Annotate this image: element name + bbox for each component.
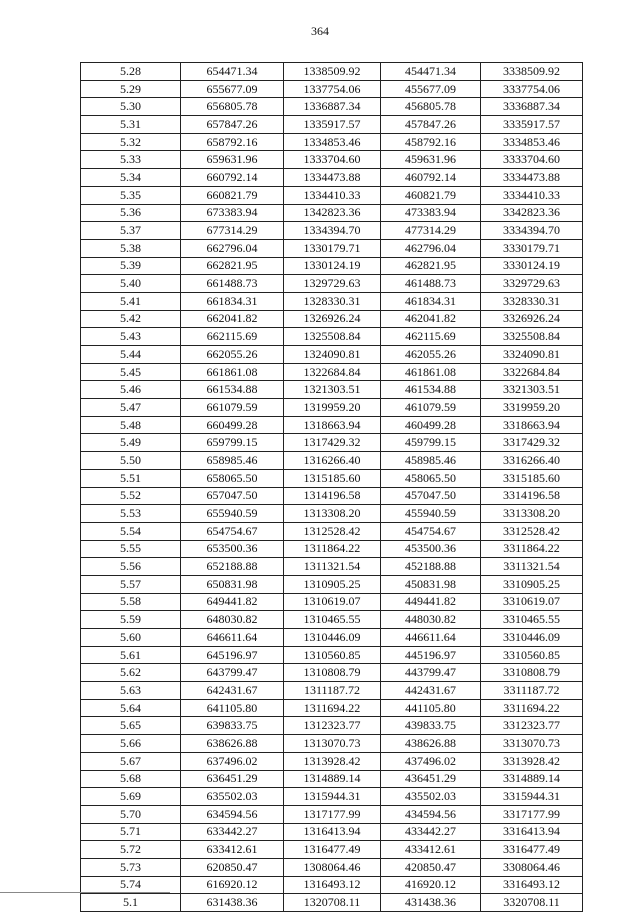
- x2-cell: 455940.59: [381, 505, 481, 523]
- y1-cell: 1336887.34: [284, 98, 381, 116]
- y1-cell: 1330124.19: [284, 257, 381, 275]
- x1-cell: 633442.27: [181, 823, 284, 841]
- x1-cell: 661488.73: [181, 275, 284, 293]
- table-row: [81, 575, 583, 593]
- point-id-cell: 5.54: [81, 522, 181, 540]
- y1-cell: 1342823.36: [284, 204, 381, 222]
- y1-cell: 1310619.07: [284, 593, 381, 611]
- point-id-cell: 5.37: [81, 222, 181, 240]
- x2-cell: 459799.15: [381, 434, 481, 452]
- x1-cell: 652188.88: [181, 558, 284, 576]
- x1-cell: 662055.26: [181, 346, 284, 364]
- table-row: [81, 328, 583, 346]
- y2-cell: 3337754.06: [481, 80, 583, 98]
- x1-cell: 639833.75: [181, 717, 284, 735]
- y1-cell: 1310446.09: [284, 629, 381, 647]
- y2-cell: 3313928.42: [481, 752, 583, 770]
- x2-cell: 433412.61: [381, 841, 481, 859]
- table-row: [81, 788, 583, 806]
- x1-cell: 637496.02: [181, 752, 284, 770]
- footnote-rule: [0, 892, 170, 893]
- x2-cell: 449441.82: [381, 593, 481, 611]
- x1-cell: 654471.34: [181, 63, 284, 81]
- point-id-cell: 5.56: [81, 558, 181, 576]
- point-id-cell: 5.44: [81, 346, 181, 364]
- point-id-cell: 5.33: [81, 151, 181, 169]
- x2-cell: 416920.12: [381, 876, 481, 894]
- x2-cell: 454754.67: [381, 522, 481, 540]
- x2-cell: 435502.03: [381, 788, 481, 806]
- y2-cell: 3310446.09: [481, 629, 583, 647]
- y1-cell: 1311694.22: [284, 699, 381, 717]
- y2-cell: 3326926.24: [481, 310, 583, 328]
- y1-cell: 1334473.88: [284, 169, 381, 187]
- x2-cell: 441105.80: [381, 699, 481, 717]
- y1-cell: 1311864.22: [284, 540, 381, 558]
- table-row: [81, 469, 583, 487]
- x1-cell: 642431.67: [181, 682, 284, 700]
- table-row: [81, 434, 583, 452]
- y2-cell: 3314889.14: [481, 770, 583, 788]
- y2-cell: 3318663.94: [481, 416, 583, 434]
- x1-cell: 655940.59: [181, 505, 284, 523]
- x2-cell: 434594.56: [381, 805, 481, 823]
- y1-cell: 1317177.99: [284, 805, 381, 823]
- point-id-cell: 5.29: [81, 80, 181, 98]
- y2-cell: 3321303.51: [481, 381, 583, 399]
- table-row: [81, 858, 583, 876]
- y1-cell: 1316266.40: [284, 452, 381, 470]
- y2-cell: 3311864.22: [481, 540, 583, 558]
- x2-cell: 462041.82: [381, 310, 481, 328]
- y1-cell: 1310465.55: [284, 611, 381, 629]
- y2-cell: 3311187.72: [481, 682, 583, 700]
- table-row: [81, 805, 583, 823]
- x2-cell: 457047.50: [381, 487, 481, 505]
- x2-cell: 445196.97: [381, 646, 481, 664]
- table-row: [81, 222, 583, 240]
- x1-cell: 636451.29: [181, 770, 284, 788]
- table-row: [81, 894, 583, 912]
- y1-cell: 1318663.94: [284, 416, 381, 434]
- table-row: [81, 682, 583, 700]
- table-row: [81, 558, 583, 576]
- point-id-cell: 5.30: [81, 98, 181, 116]
- y1-cell: 1338509.92: [284, 63, 381, 81]
- table-row: [81, 823, 583, 841]
- y2-cell: 3315944.31: [481, 788, 583, 806]
- x2-cell: 448030.82: [381, 611, 481, 629]
- y2-cell: 3310560.85: [481, 646, 583, 664]
- x1-cell: 657047.50: [181, 487, 284, 505]
- table-row: [81, 487, 583, 505]
- table-row: [81, 133, 583, 151]
- table-row: [81, 699, 583, 717]
- x1-cell: 660499.28: [181, 416, 284, 434]
- x2-cell: 433442.27: [381, 823, 481, 841]
- table-row: [81, 629, 583, 647]
- x2-cell: 443799.47: [381, 664, 481, 682]
- y2-cell: 3316477.49: [481, 841, 583, 859]
- x1-cell: 673383.94: [181, 204, 284, 222]
- y2-cell: 3335917.57: [481, 116, 583, 134]
- y2-cell: 3310619.07: [481, 593, 583, 611]
- x1-cell: 661834.31: [181, 292, 284, 310]
- y1-cell: 1333704.60: [284, 151, 381, 169]
- x1-cell: 635502.03: [181, 788, 284, 806]
- y1-cell: 1313070.73: [284, 735, 381, 753]
- table-row: [81, 363, 583, 381]
- y1-cell: 1313308.20: [284, 505, 381, 523]
- x2-cell: 461534.88: [381, 381, 481, 399]
- y2-cell: 3329729.63: [481, 275, 583, 293]
- y1-cell: 1310560.85: [284, 646, 381, 664]
- y2-cell: 3333704.60: [481, 151, 583, 169]
- y1-cell: 1330179.71: [284, 239, 381, 257]
- point-id-cell: 5.36: [81, 204, 181, 222]
- point-id-cell: 5.51: [81, 469, 181, 487]
- x1-cell: 661079.59: [181, 399, 284, 417]
- point-id-cell: 5.55: [81, 540, 181, 558]
- y1-cell: 1310808.79: [284, 664, 381, 682]
- y1-cell: 1317429.32: [284, 434, 381, 452]
- y2-cell: 3334473.88: [481, 169, 583, 187]
- table-row: [81, 593, 583, 611]
- table-row: [81, 522, 583, 540]
- y1-cell: 1314889.14: [284, 770, 381, 788]
- y1-cell: 1315185.60: [284, 469, 381, 487]
- x2-cell: 462821.95: [381, 257, 481, 275]
- point-id-cell: 5.64: [81, 699, 181, 717]
- y1-cell: 1316493.12: [284, 876, 381, 894]
- y1-cell: 1316413.94: [284, 823, 381, 841]
- y2-cell: 3316266.40: [481, 452, 583, 470]
- y2-cell: 3322684.84: [481, 363, 583, 381]
- y2-cell: 3325508.84: [481, 328, 583, 346]
- x2-cell: 460499.28: [381, 416, 481, 434]
- y2-cell: 3308064.46: [481, 858, 583, 876]
- table-row: [81, 239, 583, 257]
- y2-cell: 3319959.20: [481, 399, 583, 417]
- y1-cell: 1312528.42: [284, 522, 381, 540]
- y1-cell: 1334410.33: [284, 186, 381, 204]
- x1-cell: 661534.88: [181, 381, 284, 399]
- table-row: [81, 80, 583, 98]
- x2-cell: 462115.69: [381, 328, 481, 346]
- table-row: [81, 169, 583, 187]
- x1-cell: 650831.98: [181, 575, 284, 593]
- y1-cell: 1326926.24: [284, 310, 381, 328]
- x2-cell: 462055.26: [381, 346, 481, 364]
- x1-cell: 643799.47: [181, 664, 284, 682]
- x1-cell: 646611.64: [181, 629, 284, 647]
- x1-cell: 658985.46: [181, 452, 284, 470]
- y1-cell: 1334853.46: [284, 133, 381, 151]
- point-id-cell: 5.57: [81, 575, 181, 593]
- table-row: [81, 452, 583, 470]
- point-id-cell: 5.62: [81, 664, 181, 682]
- x2-cell: 458792.16: [381, 133, 481, 151]
- y2-cell: 3334394.70: [481, 222, 583, 240]
- y2-cell: 3316413.94: [481, 823, 583, 841]
- y1-cell: 1337754.06: [284, 80, 381, 98]
- y2-cell: 3317429.32: [481, 434, 583, 452]
- y1-cell: 1315944.31: [284, 788, 381, 806]
- table-row: [81, 540, 583, 558]
- x1-cell: 654754.67: [181, 522, 284, 540]
- x1-cell: 662041.82: [181, 310, 284, 328]
- point-id-cell: 5.69: [81, 788, 181, 806]
- x2-cell: 462796.04: [381, 239, 481, 257]
- point-id-cell: 5.59: [81, 611, 181, 629]
- table-row: [81, 735, 583, 753]
- x2-cell: 460792.14: [381, 169, 481, 187]
- x1-cell: 633412.61: [181, 841, 284, 859]
- table-row: [81, 204, 583, 222]
- point-id-cell: 5.31: [81, 116, 181, 134]
- point-id-cell: 5.49: [81, 434, 181, 452]
- x2-cell: 461488.73: [381, 275, 481, 293]
- point-id-cell: 5.28: [81, 63, 181, 81]
- x2-cell: 436451.29: [381, 770, 481, 788]
- coordinates-table-body: [81, 63, 583, 912]
- x2-cell: 454471.34: [381, 63, 481, 81]
- point-id-cell: 5.45: [81, 363, 181, 381]
- table-row: [81, 646, 583, 664]
- x2-cell: 460821.79: [381, 186, 481, 204]
- y1-cell: 1311187.72: [284, 682, 381, 700]
- y2-cell: 3313070.73: [481, 735, 583, 753]
- x1-cell: 661861.08: [181, 363, 284, 381]
- point-id-cell: 5.50: [81, 452, 181, 470]
- x2-cell: 477314.29: [381, 222, 481, 240]
- y2-cell: 3317177.99: [481, 805, 583, 823]
- y2-cell: 3330179.71: [481, 239, 583, 257]
- x2-cell: 457847.26: [381, 116, 481, 134]
- point-id-cell: 5.41: [81, 292, 181, 310]
- table-row: [81, 505, 583, 523]
- x2-cell: 452188.88: [381, 558, 481, 576]
- y1-cell: 1313928.42: [284, 752, 381, 770]
- y2-cell: 3342823.36: [481, 204, 583, 222]
- x1-cell: 641105.80: [181, 699, 284, 717]
- point-id-cell: 5.40: [81, 275, 181, 293]
- y1-cell: 1321303.51: [284, 381, 381, 399]
- point-id-cell: 5.46: [81, 381, 181, 399]
- y1-cell: 1319959.20: [284, 399, 381, 417]
- x2-cell: 438626.88: [381, 735, 481, 753]
- table-row: [81, 292, 583, 310]
- x2-cell: 439833.75: [381, 717, 481, 735]
- point-id-cell: 5.70: [81, 805, 181, 823]
- y2-cell: 3320708.11: [481, 894, 583, 912]
- y1-cell: 1314196.58: [284, 487, 381, 505]
- x1-cell: 662115.69: [181, 328, 284, 346]
- y1-cell: 1324090.81: [284, 346, 381, 364]
- x1-cell: 645196.97: [181, 646, 284, 664]
- table-row: [81, 98, 583, 116]
- y2-cell: 3311321.54: [481, 558, 583, 576]
- x2-cell: 450831.98: [381, 575, 481, 593]
- y1-cell: 1329729.63: [284, 275, 381, 293]
- y1-cell: 1308064.46: [284, 858, 381, 876]
- table-row: [81, 717, 583, 735]
- y1-cell: 1335917.57: [284, 116, 381, 134]
- x2-cell: 455677.09: [381, 80, 481, 98]
- x1-cell: 660821.79: [181, 186, 284, 204]
- x2-cell: 461861.08: [381, 363, 481, 381]
- x2-cell: 458985.46: [381, 452, 481, 470]
- x1-cell: 660792.14: [181, 169, 284, 187]
- table-row: [81, 186, 583, 204]
- point-id-cell: 5.43: [81, 328, 181, 346]
- x1-cell: 653500.36: [181, 540, 284, 558]
- table-row: [81, 310, 583, 328]
- y2-cell: 3313308.20: [481, 505, 583, 523]
- y2-cell: 3316493.12: [481, 876, 583, 894]
- point-id-cell: 5.68: [81, 770, 181, 788]
- x2-cell: 473383.94: [381, 204, 481, 222]
- y2-cell: 3310808.79: [481, 664, 583, 682]
- point-id-cell: 5.74: [81, 876, 181, 894]
- x1-cell: 658792.16: [181, 133, 284, 151]
- y1-cell: 1320708.11: [284, 894, 381, 912]
- y2-cell: 3336887.34: [481, 98, 583, 116]
- table-row: [81, 381, 583, 399]
- x1-cell: 649441.82: [181, 593, 284, 611]
- point-id-cell: 5.58: [81, 593, 181, 611]
- table-row: [81, 611, 583, 629]
- point-id-cell: 5.52: [81, 487, 181, 505]
- y2-cell: 3324090.81: [481, 346, 583, 364]
- point-id-cell: 5.60: [81, 629, 181, 647]
- x1-cell: 662821.95: [181, 257, 284, 275]
- point-id-cell: 5.34: [81, 169, 181, 187]
- x2-cell: 437496.02: [381, 752, 481, 770]
- point-id-cell: 5.35: [81, 186, 181, 204]
- x2-cell: 420850.47: [381, 858, 481, 876]
- x1-cell: 656805.78: [181, 98, 284, 116]
- table-row: [81, 399, 583, 417]
- point-id-cell: 5.61: [81, 646, 181, 664]
- x2-cell: 459631.96: [381, 151, 481, 169]
- x1-cell: 659799.15: [181, 434, 284, 452]
- y1-cell: 1322684.84: [284, 363, 381, 381]
- point-id-cell: 5.48: [81, 416, 181, 434]
- x1-cell: 677314.29: [181, 222, 284, 240]
- y1-cell: 1310905.25: [284, 575, 381, 593]
- y2-cell: 3334410.33: [481, 186, 583, 204]
- point-id-cell: 5.38: [81, 239, 181, 257]
- point-id-cell: 5.39: [81, 257, 181, 275]
- table-row: [81, 116, 583, 134]
- x1-cell: 659631.96: [181, 151, 284, 169]
- x2-cell: 461079.59: [381, 399, 481, 417]
- y2-cell: 3314196.58: [481, 487, 583, 505]
- y1-cell: 1325508.84: [284, 328, 381, 346]
- table-row: [81, 416, 583, 434]
- point-id-cell: 5.53: [81, 505, 181, 523]
- x2-cell: 458065.50: [381, 469, 481, 487]
- x1-cell: 634594.56: [181, 805, 284, 823]
- point-id-cell: 5.72: [81, 841, 181, 859]
- x1-cell: 631438.36: [181, 894, 284, 912]
- x1-cell: 657847.26: [181, 116, 284, 134]
- y2-cell: 3311694.22: [481, 699, 583, 717]
- table-row: [81, 841, 583, 859]
- y2-cell: 3310905.25: [481, 575, 583, 593]
- y1-cell: 1316477.49: [284, 841, 381, 859]
- point-id-cell: 5.1: [81, 894, 181, 912]
- point-id-cell: 5.66: [81, 735, 181, 753]
- y1-cell: 1334394.70: [284, 222, 381, 240]
- point-id-cell: 5.47: [81, 399, 181, 417]
- y2-cell: 3330124.19: [481, 257, 583, 275]
- y1-cell: 1312323.77: [284, 717, 381, 735]
- point-id-cell: 5.32: [81, 133, 181, 151]
- table-row: [81, 63, 583, 81]
- table-row: [81, 257, 583, 275]
- point-id-cell: 5.63: [81, 682, 181, 700]
- table-row: [81, 275, 583, 293]
- point-id-cell: 5.65: [81, 717, 181, 735]
- table-row: [81, 752, 583, 770]
- y2-cell: 3312323.77: [481, 717, 583, 735]
- y1-cell: 1328330.31: [284, 292, 381, 310]
- table-row: [81, 151, 583, 169]
- y2-cell: 3312528.42: [481, 522, 583, 540]
- y2-cell: 3328330.31: [481, 292, 583, 310]
- x2-cell: 453500.36: [381, 540, 481, 558]
- x1-cell: 620850.47: [181, 858, 284, 876]
- point-id-cell: 5.73: [81, 858, 181, 876]
- y2-cell: 3315185.60: [481, 469, 583, 487]
- table-row: [81, 346, 583, 364]
- x1-cell: 655677.09: [181, 80, 284, 98]
- x1-cell: 648030.82: [181, 611, 284, 629]
- y2-cell: 3338509.92: [481, 63, 583, 81]
- y2-cell: 3310465.55: [481, 611, 583, 629]
- point-id-cell: 5.71: [81, 823, 181, 841]
- x2-cell: 456805.78: [381, 98, 481, 116]
- x1-cell: 638626.88: [181, 735, 284, 753]
- x1-cell: 616920.12: [181, 876, 284, 894]
- coordinates-table: [80, 62, 583, 912]
- x1-cell: 662796.04: [181, 239, 284, 257]
- page-number: 364: [311, 24, 329, 38]
- point-id-cell: 5.42: [81, 310, 181, 328]
- y2-cell: 3334853.46: [481, 133, 583, 151]
- x2-cell: 431438.36: [381, 894, 481, 912]
- point-id-cell: 5.67: [81, 752, 181, 770]
- x2-cell: 446611.64: [381, 629, 481, 647]
- x2-cell: 461834.31: [381, 292, 481, 310]
- x1-cell: 658065.50: [181, 469, 284, 487]
- table-row: [81, 664, 583, 682]
- table-row: [81, 770, 583, 788]
- y1-cell: 1311321.54: [284, 558, 381, 576]
- x2-cell: 442431.67: [381, 682, 481, 700]
